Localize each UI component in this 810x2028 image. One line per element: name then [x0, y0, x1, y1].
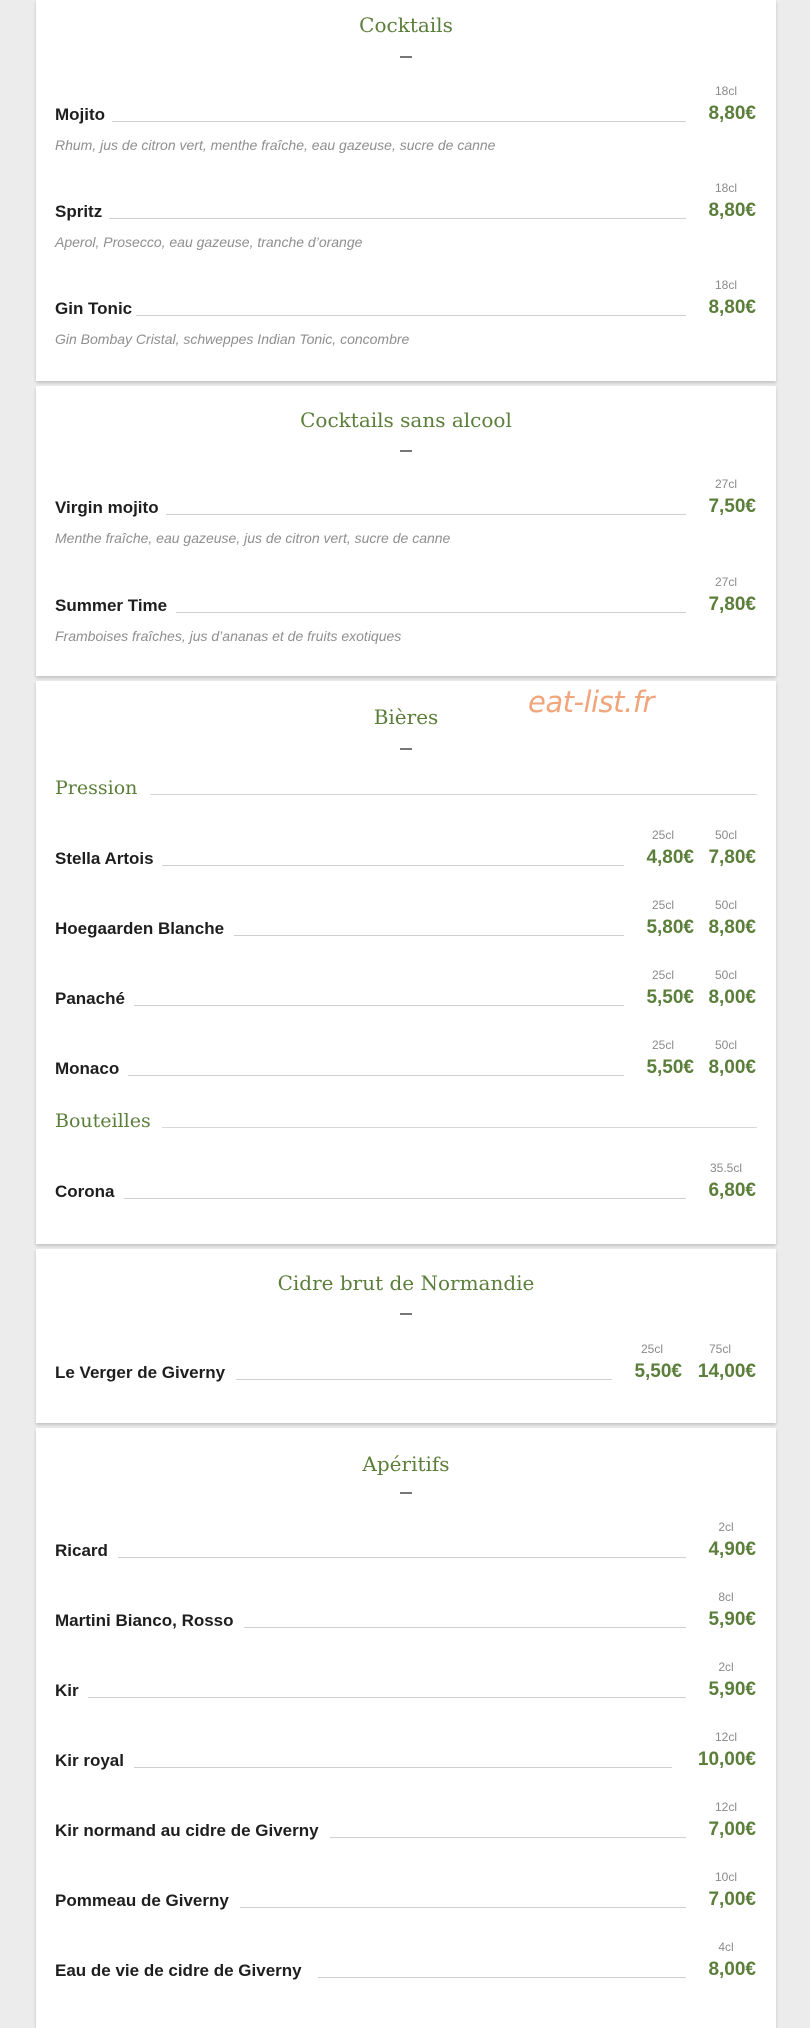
item-price: 8,80€ — [708, 297, 756, 318]
subsection-title-bouteilles: Bouteilles — [55, 1110, 151, 1132]
item-price-large: 8,80€ — [708, 917, 756, 938]
item-description: Rhum, jus de citron vert, menthe fraîche, eau gazeuse, sucre de canne — [55, 137, 496, 153]
section-title: Bières — [373, 705, 439, 729]
item-price-small: 5,80€ — [646, 917, 694, 938]
item-name: Monaco — [55, 1059, 120, 1078]
item-description: Menthe fraîche, eau gazeuse, jus de citron vert, sucre de canne — [55, 530, 451, 546]
item-volume: 2cl — [718, 1660, 734, 1674]
item-volume: 18cl — [714, 278, 737, 292]
item-leader — [134, 1767, 672, 1768]
title-divider — [400, 450, 412, 452]
section-title: Apéritifs — [362, 1452, 450, 1476]
item-name: Stella Artois — [55, 849, 154, 868]
item-price-small: 4,80€ — [646, 847, 694, 868]
title-divider — [400, 1313, 412, 1315]
item-description: Gin Bombay Cristal, schweppes Indian Tonic, concombre — [55, 331, 410, 347]
watermark-text: eat-list.fr — [528, 685, 654, 719]
item-volume: 12cl — [714, 1800, 737, 1814]
item-name: Virgin mojito — [55, 498, 159, 517]
section-cocktails — [36, 0, 776, 381]
item-name: Summer Time — [55, 596, 168, 615]
item-price-large: 7,80€ — [708, 847, 756, 868]
item-price: 7,00€ — [708, 1819, 756, 1840]
item-leader — [128, 1075, 624, 1076]
item-volume: 10cl — [714, 1870, 737, 1884]
item-leader — [136, 315, 686, 316]
item-name: Eau de vie de cidre de Giverny — [55, 1961, 302, 1980]
item-volume-small: 25cl — [640, 1342, 663, 1356]
item-leader — [330, 1837, 686, 1838]
item-leader — [234, 935, 624, 936]
section-aperitifs — [36, 1428, 776, 2028]
item-volume-large: 50cl — [714, 898, 737, 912]
item-name: Kir royal — [55, 1751, 124, 1770]
item-name: Ricard — [55, 1541, 108, 1560]
item-price: 10,00€ — [697, 1749, 756, 1770]
item-leader — [88, 1697, 686, 1698]
item-name: Corona — [55, 1182, 115, 1201]
item-leader — [134, 1005, 624, 1006]
item-price: 5,90€ — [708, 1679, 756, 1700]
item-volume: 4cl — [718, 1940, 734, 1954]
item-leader — [124, 1198, 686, 1199]
item-leader — [236, 1379, 612, 1380]
item-volume-small: 25cl — [651, 828, 674, 842]
item-price: 8,80€ — [708, 200, 756, 221]
item-volume-large: 75cl — [708, 1342, 731, 1356]
item-leader — [176, 612, 686, 613]
item-volume: 35.5cl — [709, 1161, 743, 1175]
subsection-divider — [162, 1127, 757, 1128]
subsection-title-pression: Pression — [55, 777, 138, 799]
item-name: Martini Bianco, Rosso — [55, 1611, 234, 1630]
item-price-large: 8,00€ — [708, 987, 756, 1008]
item-volume: 27cl — [714, 575, 737, 589]
item-volume: 2cl — [718, 1520, 734, 1534]
item-price: 6,80€ — [708, 1180, 756, 1201]
section-bieres — [36, 681, 776, 1244]
item-name: Mojito — [55, 105, 106, 124]
item-leader — [166, 514, 686, 515]
item-name: Hoegaarden Blanche — [55, 919, 225, 938]
section-title: Cocktails sans alcool — [300, 408, 512, 432]
item-leader — [240, 1907, 686, 1908]
item-volume: 18cl — [714, 84, 737, 98]
item-price: 7,00€ — [708, 1889, 756, 1910]
item-volume-small: 25cl — [651, 898, 674, 912]
item-volume-large: 50cl — [714, 828, 737, 842]
title-divider — [400, 1492, 412, 1494]
item-volume-small: 25cl — [651, 1038, 674, 1052]
item-leader — [244, 1627, 686, 1628]
item-name: Pommeau de Giverny — [55, 1891, 229, 1910]
item-name: Spritz — [55, 202, 103, 221]
item-name: Le Verger de Giverny — [55, 1363, 226, 1382]
item-leader — [109, 218, 686, 219]
item-name: Gin Tonic — [55, 299, 133, 318]
item-price-large: 14,00€ — [697, 1361, 756, 1382]
item-volume: 18cl — [714, 181, 737, 195]
item-price-small: 5,50€ — [646, 1057, 694, 1078]
title-divider — [400, 56, 412, 58]
item-price-small: 5,50€ — [646, 987, 694, 1008]
item-description: Aperol, Prosecco, eau gazeuse, tranche d’orange — [55, 234, 363, 250]
title-divider — [400, 748, 412, 750]
item-leader — [318, 1977, 686, 1978]
item-description: Framboises fraîches, jus d’ananas et de fruits exotiques — [55, 628, 402, 644]
item-price: 7,50€ — [708, 496, 756, 517]
section-title: Cocktails — [359, 13, 453, 37]
item-price: 5,90€ — [708, 1609, 756, 1630]
item-volume-small: 25cl — [651, 968, 674, 982]
item-volume-large: 50cl — [714, 1038, 737, 1052]
item-volume: 27cl — [714, 477, 737, 491]
item-leader — [118, 1557, 686, 1558]
section-sans-alcool — [36, 386, 776, 676]
section-title: Cidre brut de Normandie — [277, 1271, 535, 1295]
item-name: Kir — [55, 1681, 79, 1700]
item-volume: 12cl — [714, 1730, 737, 1744]
item-name: Panaché — [55, 989, 125, 1008]
item-price-small: 5,50€ — [634, 1361, 682, 1382]
item-leader — [112, 121, 686, 122]
item-leader — [162, 865, 624, 866]
item-price: 8,00€ — [708, 1959, 756, 1980]
item-price-large: 8,00€ — [708, 1057, 756, 1078]
item-price: 8,80€ — [708, 103, 756, 124]
subsection-divider — [150, 794, 757, 795]
item-name: Kir normand au cidre de Giverny — [55, 1821, 319, 1840]
item-price: 4,90€ — [708, 1539, 756, 1560]
item-price: 7,80€ — [708, 594, 756, 615]
section-cidre — [36, 1249, 776, 1423]
item-volume-large: 50cl — [714, 968, 737, 982]
item-volume: 8cl — [718, 1590, 734, 1604]
